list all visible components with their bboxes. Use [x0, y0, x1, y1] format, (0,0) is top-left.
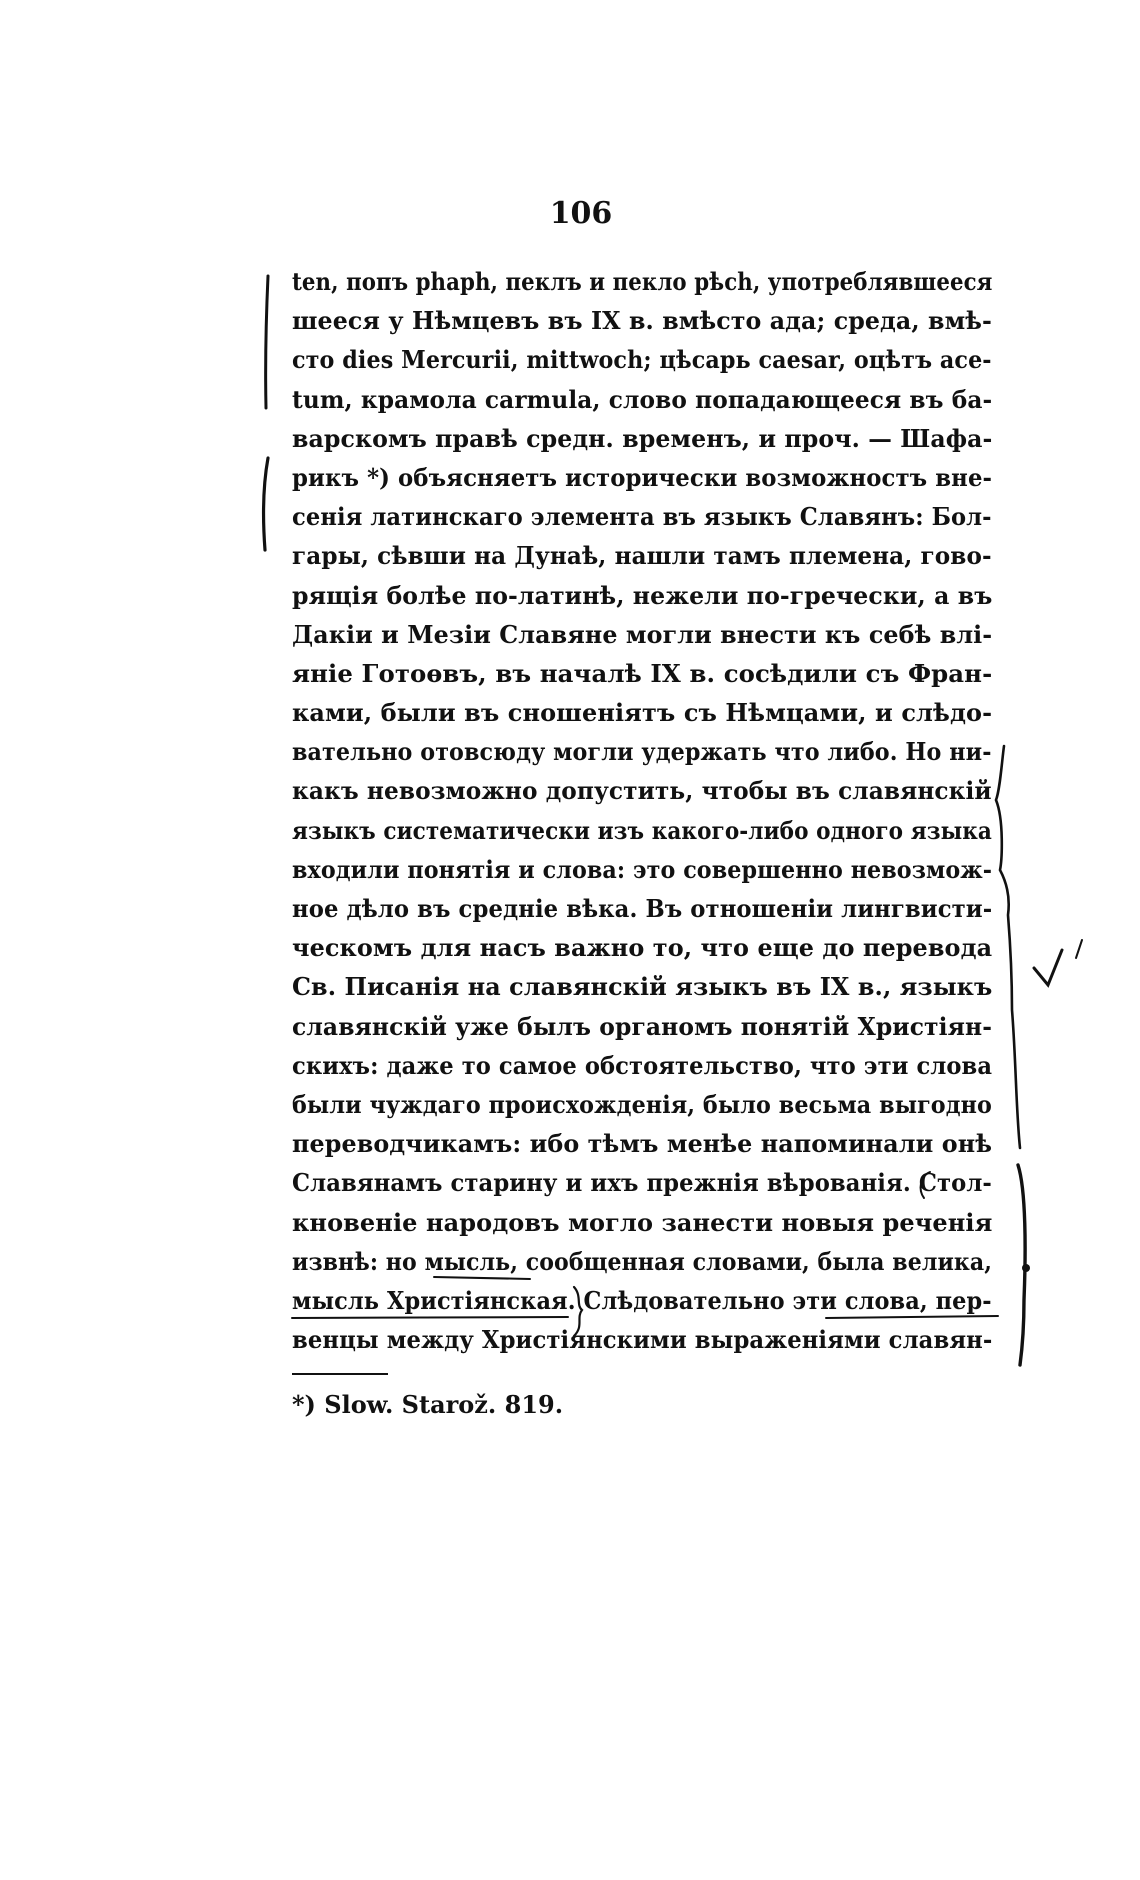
text-line: входили понятія и слова: это совершенно невозмож-	[292, 854, 993, 884]
text-line: были чуждаго происхожденія, было весьма выгодно	[292, 1089, 992, 1119]
text-line: гары, сѣвши на Дунаѣ, нашли тамъ племена, гово-	[292, 541, 992, 571]
margin-tick	[1076, 940, 1082, 958]
text-line: мысль Христіянская. Слѣдовательно эти слова, пер-	[292, 1285, 992, 1315]
text-line: венцы между Христіянскими выраженіями славян-	[292, 1325, 993, 1355]
body-text	[292, 262, 992, 1359]
text-line: сенія латинскаго элемента въ языкъ Славянъ: Бол-	[292, 502, 992, 532]
margin-check-mark	[1034, 950, 1062, 985]
text-line: извнѣ: но мысль, сообщенная словами, была велика,	[292, 1246, 993, 1276]
text-line: переводчикамъ: ибо тѣмъ менѣе напоминали онѣ	[292, 1129, 993, 1159]
margin-bracket-right-lower	[1018, 1165, 1025, 1365]
text-line: рящія болѣе по-латинѣ, нежели по-гречески, а въ	[292, 580, 993, 610]
text-line: Славянамъ старину и ихъ прежнія вѣрованія. Стол-	[292, 1168, 992, 1198]
page-number: 106	[549, 196, 613, 231]
footnote: *) Slow. Starož. 819.	[292, 1390, 564, 1419]
margin-line-left-upper	[266, 276, 268, 408]
text-line: шееся у Нѣмцевъ въ IX в. вмѣсто ада; среда, вмѣ-	[292, 306, 992, 336]
text-line: варскомъ правѣ средн. временъ, и проч. — Шафа-	[292, 423, 993, 453]
margin-line-left-lower	[264, 458, 268, 550]
text-line: какъ невозможно допустить, чтобы въ славянскій	[292, 776, 992, 806]
text-line: языкъ систематически изъ какого-либо одного языка	[292, 815, 992, 845]
text-line: Св. Писанія на славянскій языкъ въ IX в., языкъ	[292, 972, 993, 1002]
text-line: ками, были въ сношеніятъ съ Нѣмцами, и слѣдо-	[292, 698, 993, 728]
text-line: ten, попъ phaph, пеклъ и пекло pѣch, употреблявшееся	[292, 267, 993, 296]
margin-bracket-right	[996, 746, 1020, 1148]
text-line: Дакіи и Мезіи Славяне могли внести къ себѣ влі-	[292, 619, 993, 649]
text-line: яніе Готоѳвъ, въ началѣ IX в. сосѣдили съ Фран-	[292, 658, 993, 688]
footnote-rule	[292, 1373, 388, 1375]
text-line: сто dies Mercurii, mittwoch; цѣсарь caesar, оцѣтъ ace-	[292, 345, 992, 375]
margin-dot	[1022, 1264, 1030, 1272]
text-line: рикъ *) объясняетъ исторически возможностъ вне-	[292, 462, 993, 492]
text-line: вательно отовсюду могли удержать что либо. Но ни-	[292, 737, 992, 767]
text-line: ческомъ для насъ важно то, что еще до перевода	[292, 933, 993, 963]
text-line: скихъ: даже то самое обстоятельство, что эти слова	[292, 1050, 993, 1080]
text-line: ное дѣло въ средніе вѣка. Въ отношеніи лингвисти-	[292, 894, 993, 923]
text-line: tum, крамола carmula, слово попадающееся въ ба-	[292, 384, 993, 414]
text-line: кновеніе народовъ могло занести новыя реченія	[292, 1207, 993, 1237]
text-line: славянскій уже былъ органомъ понятій Христіян-	[292, 1011, 993, 1041]
